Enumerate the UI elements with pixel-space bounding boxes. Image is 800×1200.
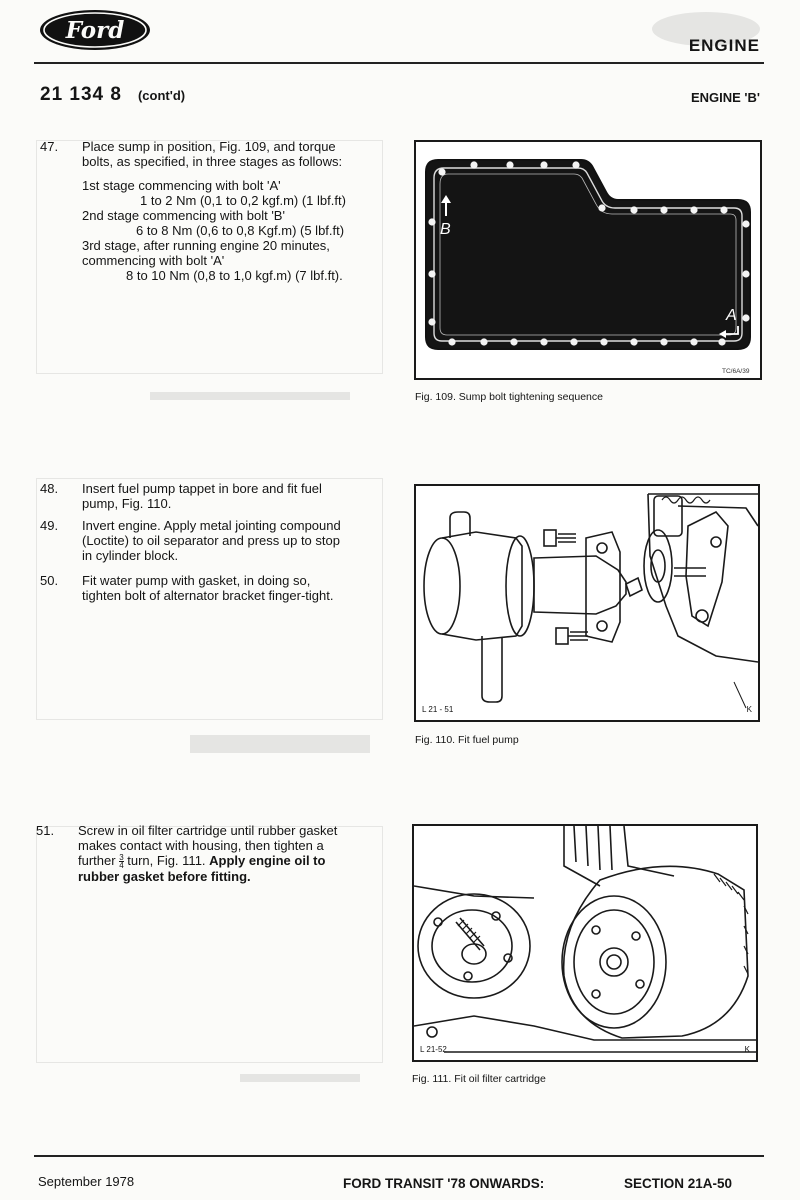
flange-hole [597,621,607,631]
filter-cartridge-body [564,866,748,1038]
step-text [82,518,341,563]
pump-arm-body [534,556,626,614]
step-line: in cylinder block. [82,548,179,563]
bracket-stud [711,537,721,547]
housing-bolt [464,972,472,980]
step-line: Screw in oil filter cartridge until rubber gasket [78,823,338,838]
operation-code: 21 134 8 [40,84,122,105]
footer-publication-title: FORD TRANSIT '78 ONWARDS: [343,1176,545,1191]
footer-section: SECTION 21A-50 [624,1176,733,1191]
fraction-denominator: 4 [119,861,124,871]
figure-mark: K [746,705,752,714]
filter-base-ring [574,910,654,1014]
step-line: tighten bolt of alternator bracket finger-tight. [82,588,334,603]
filter-base-plate [562,896,666,1028]
step-number: 47. [40,139,59,154]
pump-spring [662,497,710,503]
step-47 [40,139,385,283]
step-line [78,853,337,869]
bolt-icon [544,530,576,546]
step-line: pump, Fig. 110. [82,496,172,511]
bleed-through-caption [190,735,370,753]
header-rule [34,62,764,64]
sump-diagram [416,142,760,378]
filter-oil-hole [632,932,640,940]
drain-plug [427,1027,437,1037]
stage-line: 1st stage commencing with bolt 'A' [82,178,281,193]
figure-ref-tag: L 21-52 [420,1045,447,1054]
filter-oil-hole [592,926,600,934]
continued-label: (cont'd) [137,88,186,103]
stage-value: 6 to 8 Nm (0,6 to 0,8 Kgf.m) (5 lbf.ft) [136,223,345,238]
fraction-numerator: 3 [119,853,124,863]
figure-111 [412,824,758,1062]
step-49 [40,518,385,563]
engine-ribs [574,826,612,870]
step-warning-line: rubber gasket before fitting. [78,869,251,885]
step-text-segment: further [78,853,120,868]
step-50 [40,573,385,603]
pump-lever [626,578,642,596]
bolt-icon [556,628,588,644]
step-line: Place sump in position, Fig. 109, and torque [82,139,336,154]
section-title: ENGINE [688,36,760,55]
step-number: 50. [40,573,59,588]
step-line: bolts, as specified, in three stages as follows: [82,154,343,169]
figure-110 [414,484,760,722]
step-warning: Apply engine oil to [209,853,326,868]
step-text [82,573,333,603]
stage-line: 2nd stage commencing with bolt 'B' [82,208,285,223]
stage-value: 8 to 10 Nm (0,8 to 1,0 kgf.m) (7 lbf.ft). [126,268,343,283]
threaded-stud-icon [456,918,486,964]
pump-diaphragm [506,536,534,636]
step-number: 51. [36,823,55,838]
ford-logo [38,8,152,52]
figure-mark: K [744,1045,750,1054]
leader-line [734,682,746,708]
pump-flange [586,532,620,642]
filter-center-thread [607,955,621,969]
footer-rule [34,1155,764,1157]
step-line: Invert engine. Apply metal jointing compound [82,518,341,533]
housing-bolt [434,918,442,926]
oil-filter-illustration [414,826,756,1060]
bleed-through-caption [240,1074,360,1082]
filter-housing-inner [432,910,512,982]
figure-109 [414,140,762,380]
stage-value: 1 to 2 Nm (0,1 to 0,2 kgf.m) (1 lbf.ft) [140,193,346,208]
step-text-segment: turn, Fig. 111. [123,853,210,868]
mounting-bracket [686,512,728,626]
filter-oil-hole [636,980,644,988]
ford-logo-text: Ford [65,17,125,44]
step-line: Fit water pump with gasket, in doing so, [82,573,311,588]
step-number: 49. [40,518,59,533]
step-text [82,139,346,283]
figure-109-caption: Fig. 109. Sump bolt tightening sequence [415,391,603,403]
filter-center-thread [600,948,628,976]
gasket [644,530,672,602]
step-line: makes contact with housing, then tighten a [78,838,324,853]
step-48 [40,481,385,511]
bolt-label-a: A [726,307,737,324]
filter-oil-hole [592,990,600,998]
step-51 [36,823,386,883]
footer-date: September 1978 [38,1174,135,1189]
bracket-stud [696,610,708,622]
figure-ref-tag: TC/6A/39 [722,368,750,375]
flange-hole [597,543,607,553]
operation-number [40,84,185,106]
figure-110-caption: Fig. 110. Fit fuel pump [415,734,519,746]
step-line: (Loctite) to oil separator and press up to stop [82,533,340,548]
step-number: 48. [40,481,59,496]
bleed-through-caption [150,392,350,400]
subsection-title: ENGINE 'B' [690,90,760,105]
figure-ref-tag: L 21 - 51 [422,705,454,714]
fuel-pump-illustration [416,486,758,720]
bolt-label-b: B [440,221,451,238]
stage-line: commencing with bolt 'A' [82,253,225,268]
step-text [78,823,337,884]
pump-housing-front [424,538,460,634]
step-line: Insert fuel pump tappet in bore and fit fuel [82,481,322,496]
step-text [82,481,322,511]
figure-111-caption: Fig. 111. Fit oil filter cartridge [412,1073,546,1085]
outlet-pipe [482,636,502,702]
stage-line: 3rd stage, after running engine 20 minutes, [82,238,330,253]
